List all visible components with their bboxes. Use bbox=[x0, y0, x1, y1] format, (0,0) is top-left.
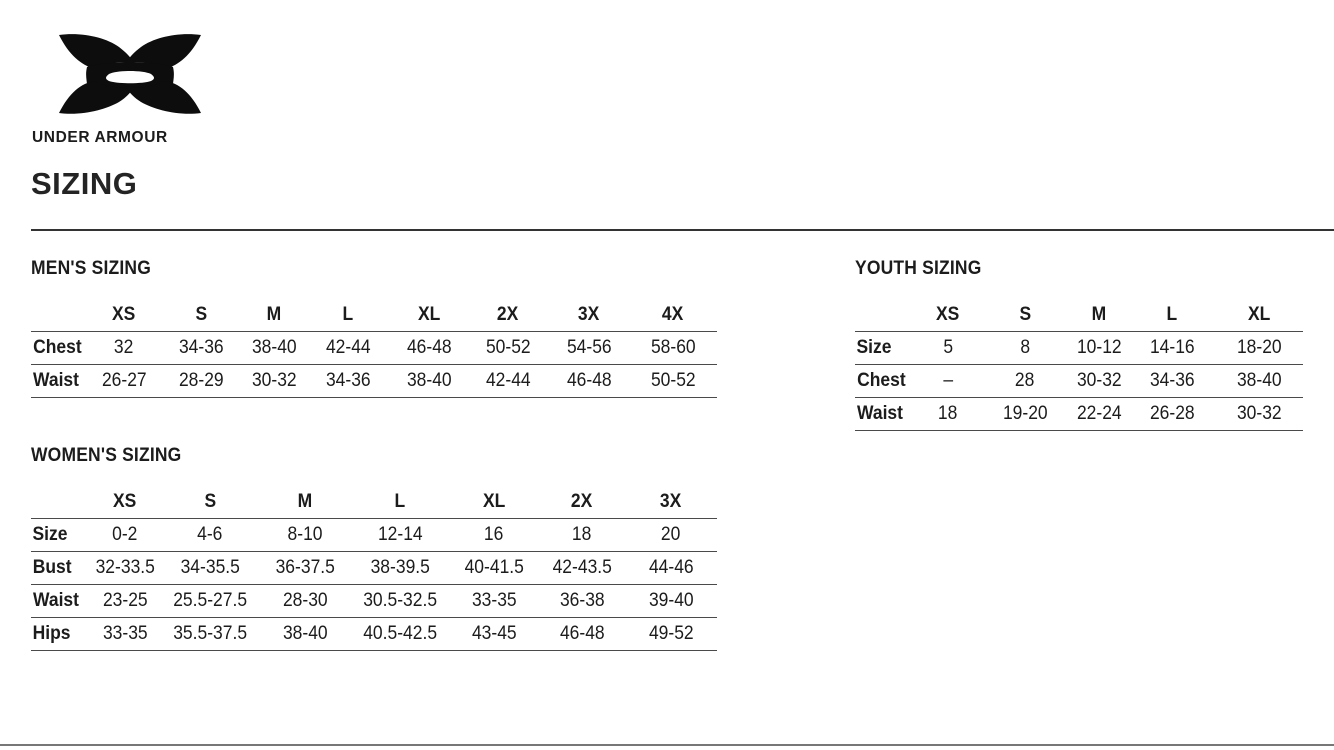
table-cell: 23-25 bbox=[89, 585, 161, 618]
brand-wordmark: UNDER ARMOUR bbox=[32, 129, 168, 146]
mens-header-row bbox=[31, 299, 717, 332]
table-cell: 38-40 bbox=[243, 332, 305, 365]
table-row bbox=[31, 365, 717, 398]
table-cell: – bbox=[915, 365, 981, 398]
table-cell: 0-2 bbox=[89, 519, 161, 552]
table-row bbox=[31, 332, 717, 365]
row-label: Waist bbox=[31, 585, 89, 618]
column-header: XS bbox=[936, 304, 960, 325]
column-header: XL bbox=[1247, 304, 1271, 325]
table-cell: 28-29 bbox=[159, 365, 243, 398]
table-cell: 46-48 bbox=[539, 618, 625, 651]
mens-sizing-table bbox=[31, 299, 717, 398]
table-cell: 50-52 bbox=[467, 332, 549, 365]
table-cell: 12-14 bbox=[351, 519, 449, 552]
table-cell: 38-40 bbox=[259, 618, 351, 651]
table-cell: 38-40 bbox=[1215, 365, 1303, 398]
column-header: S bbox=[204, 491, 216, 512]
table-cell: 25.5-27.5 bbox=[161, 585, 259, 618]
table-cell: 34-35.5 bbox=[161, 552, 259, 585]
table-cell: 22-24 bbox=[1069, 398, 1129, 431]
womens-header-row bbox=[31, 486, 717, 519]
column-header: S bbox=[195, 304, 207, 325]
column-header: L bbox=[342, 304, 354, 325]
table-cell: 18-20 bbox=[1215, 332, 1303, 365]
table-cell: 4-6 bbox=[161, 519, 259, 552]
table-cell: 18 bbox=[539, 519, 625, 552]
column-header: 3X bbox=[578, 304, 600, 325]
table-cell: 28 bbox=[981, 365, 1069, 398]
column-header: XS bbox=[112, 304, 136, 325]
womens-sizing-table bbox=[31, 486, 717, 651]
column-header: 2X bbox=[571, 491, 593, 512]
table-row bbox=[855, 398, 1303, 431]
table-row bbox=[31, 552, 717, 585]
table-cell: 36-38 bbox=[539, 585, 625, 618]
table-cell: 28-30 bbox=[259, 585, 351, 618]
table-cell: 49-52 bbox=[625, 618, 717, 651]
column-header: XL bbox=[417, 304, 441, 325]
table-cell: 54-56 bbox=[549, 332, 629, 365]
table-cell: 16 bbox=[449, 519, 539, 552]
row-label: Waist bbox=[855, 398, 915, 431]
table-cell: 14-16 bbox=[1129, 332, 1215, 365]
table-cell: 5 bbox=[915, 332, 981, 365]
footer-divider bbox=[0, 744, 1334, 746]
row-label: Hips bbox=[31, 618, 89, 651]
mens-sizing-title: MEN'S SIZING bbox=[31, 258, 152, 279]
table-cell: 38-39.5 bbox=[351, 552, 449, 585]
column-header: M bbox=[297, 491, 313, 512]
table-cell: 26-28 bbox=[1129, 398, 1215, 431]
table-cell: 30.5-32.5 bbox=[351, 585, 449, 618]
table-cell: 30-32 bbox=[243, 365, 305, 398]
table-cell: 8 bbox=[981, 332, 1069, 365]
column-header: 2X bbox=[497, 304, 519, 325]
column-header: 4X bbox=[662, 304, 684, 325]
row-label: Chest bbox=[855, 365, 915, 398]
column-header: S bbox=[1019, 304, 1031, 325]
under-armour-logo-icon bbox=[57, 31, 203, 117]
table-cell: 46-48 bbox=[391, 332, 467, 365]
table-cell: 26-27 bbox=[89, 365, 159, 398]
table-cell: 44-46 bbox=[625, 552, 717, 585]
womens-sizing-title: WOMEN'S SIZING bbox=[31, 445, 182, 466]
column-header: L bbox=[394, 491, 406, 512]
table-cell: 43-45 bbox=[449, 618, 539, 651]
table-cell: 34-36 bbox=[305, 365, 391, 398]
row-label: Size bbox=[31, 519, 89, 552]
table-cell: 35.5-37.5 bbox=[161, 618, 259, 651]
table-cell: 36-37.5 bbox=[259, 552, 351, 585]
table-cell: 32 bbox=[89, 332, 159, 365]
youth-header-row bbox=[855, 299, 1303, 332]
table-cell: 30-32 bbox=[1215, 398, 1303, 431]
column-header: M bbox=[266, 304, 282, 325]
row-label: Bust bbox=[31, 552, 89, 585]
column-header: 3X bbox=[660, 491, 682, 512]
table-cell: 18 bbox=[915, 398, 981, 431]
table-cell: 58-60 bbox=[629, 332, 717, 365]
table-cell: 33-35 bbox=[89, 618, 161, 651]
table-row bbox=[31, 519, 717, 552]
table-cell: 32-33.5 bbox=[89, 552, 161, 585]
table-cell: 39-40 bbox=[625, 585, 717, 618]
youth-sizing-table bbox=[855, 299, 1303, 431]
table-cell: 30-32 bbox=[1069, 365, 1129, 398]
youth-sizing-title: YOUTH SIZING bbox=[855, 258, 982, 279]
table-cell: 20 bbox=[625, 519, 717, 552]
table-cell: 33-35 bbox=[449, 585, 539, 618]
table-cell: 42-43.5 bbox=[539, 552, 625, 585]
table-cell: 46-48 bbox=[549, 365, 629, 398]
table-cell: 38-40 bbox=[391, 365, 467, 398]
table-cell: 42-44 bbox=[467, 365, 549, 398]
table-cell: 42-44 bbox=[305, 332, 391, 365]
table-cell: 50-52 bbox=[629, 365, 717, 398]
table-cell: 40-41.5 bbox=[449, 552, 539, 585]
table-cell: 40.5-42.5 bbox=[351, 618, 449, 651]
row-label: Waist bbox=[31, 365, 89, 398]
table-cell: 10-12 bbox=[1069, 332, 1129, 365]
table-cell: 19-20 bbox=[981, 398, 1069, 431]
column-header: M bbox=[1091, 304, 1107, 325]
table-row bbox=[31, 618, 717, 651]
column-header: L bbox=[1166, 304, 1178, 325]
page-title: SIZING bbox=[31, 166, 138, 201]
row-label: Size bbox=[855, 332, 915, 365]
table-row bbox=[855, 365, 1303, 398]
table-row bbox=[31, 585, 717, 618]
column-header: XL bbox=[482, 491, 506, 512]
row-label: Chest bbox=[31, 332, 89, 365]
column-header: XS bbox=[113, 491, 137, 512]
table-cell: 34-36 bbox=[159, 332, 243, 365]
table-cell: 34-36 bbox=[1129, 365, 1215, 398]
header-divider bbox=[31, 229, 1334, 231]
table-cell: 8-10 bbox=[259, 519, 351, 552]
table-row bbox=[855, 332, 1303, 365]
